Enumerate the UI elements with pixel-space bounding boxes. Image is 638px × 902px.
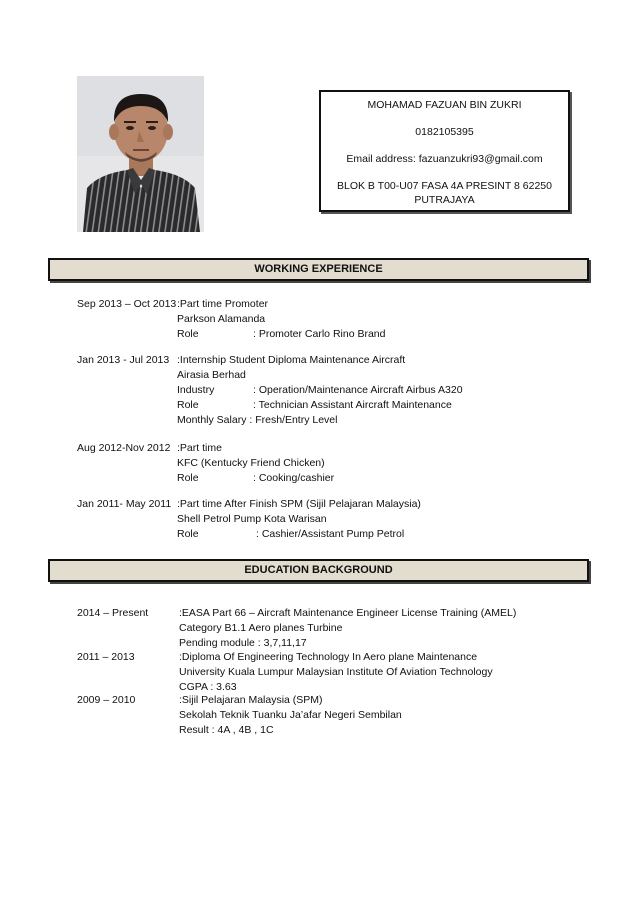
education-line: Pending module : 3,7,11,17 <box>179 637 307 649</box>
education-line: :Sijil Pelajaran Malaysia (SPM) <box>179 694 323 706</box>
contact-phone: 0182105395 <box>415 126 474 138</box>
education-date: 2014 – Present <box>77 607 149 619</box>
salary-line: Monthly Salary : Fresh/Entry Level <box>177 414 338 426</box>
industry-value: : Operation/Maintenance Aircraft Airbus A320 <box>253 384 463 396</box>
role-value: : Cooking/cashier <box>253 472 335 484</box>
work-title: :Internship Student Diploma Maintenance Aircraft <box>177 354 406 366</box>
education-line: University Kuala Lumpur Malaysian Institute Of Aviation Technology <box>179 666 493 678</box>
work-date: Aug 2012-Nov 2012 <box>77 442 171 454</box>
work-date: Jan 2013 - Jul 2013 <box>77 354 170 366</box>
work-title: :Part time After Finish SPM (Sijil Pelajaran Malaysia) <box>177 498 421 510</box>
education-date: 2009 – 2010 <box>77 694 136 706</box>
education-line: CGPA : 3.63 <box>179 681 237 693</box>
profile-photo <box>77 76 204 232</box>
role-value: : Promoter Carlo Rino Brand <box>253 328 386 340</box>
work-title: :Part time Promoter <box>177 298 269 310</box>
portrait-illustration <box>77 76 204 232</box>
role-label: Role <box>177 399 199 411</box>
role-label: Role <box>177 472 199 484</box>
education-line: Category B1.1 Aero planes Turbine <box>179 622 343 634</box>
role-label: Role <box>177 528 199 540</box>
industry-label: Industry <box>177 384 215 396</box>
role-label: Role <box>177 328 199 340</box>
work-date: Jan 2011- May 2011 <box>77 498 172 510</box>
education-line: Sekolah Teknik Tuanku Ja’afar Negeri Sembilan <box>179 709 402 721</box>
contact-address: BLOK B T00-U07 FASA 4A PRESINT 8 62250 PUTRAJAYA <box>337 180 552 206</box>
work-company: Airasia Berhad <box>177 369 246 381</box>
education-line: Result : 4A , 4B , 1C <box>179 724 274 736</box>
contact-name: MOHAMAD FAZUAN BIN ZUKRI <box>367 99 522 111</box>
work-company: Shell Petrol Pump Kota Warisan <box>177 513 327 525</box>
education-line: :Diploma Of Engineering Technology In Aero plane Maintenance <box>179 651 478 663</box>
education-date: 2011 – 2013 <box>77 651 135 663</box>
education-line: :EASA Part 66 – Aircraft Maintenance Engineer License Training (AMEL) <box>179 607 517 619</box>
contact-box <box>319 90 570 212</box>
role-value: : Cashier/Assistant Pump Petrol <box>256 528 405 540</box>
contact-email: Email address: fazuanzukri93@gmail.com <box>346 153 543 165</box>
work-title: :Part time <box>177 442 222 454</box>
work-date: Sep 2013 – Oct 2013 <box>77 298 177 310</box>
work-company: KFC (Kentucky Friend Chicken) <box>177 457 325 469</box>
section-header-education-background: EDUCATION BACKGROUND <box>48 559 589 582</box>
section-header-working-experience: WORKING EXPERIENCE <box>48 258 589 281</box>
role-value: : Technician Assistant Aircraft Maintenance <box>253 399 452 411</box>
work-company: Parkson Alamanda <box>177 313 266 325</box>
